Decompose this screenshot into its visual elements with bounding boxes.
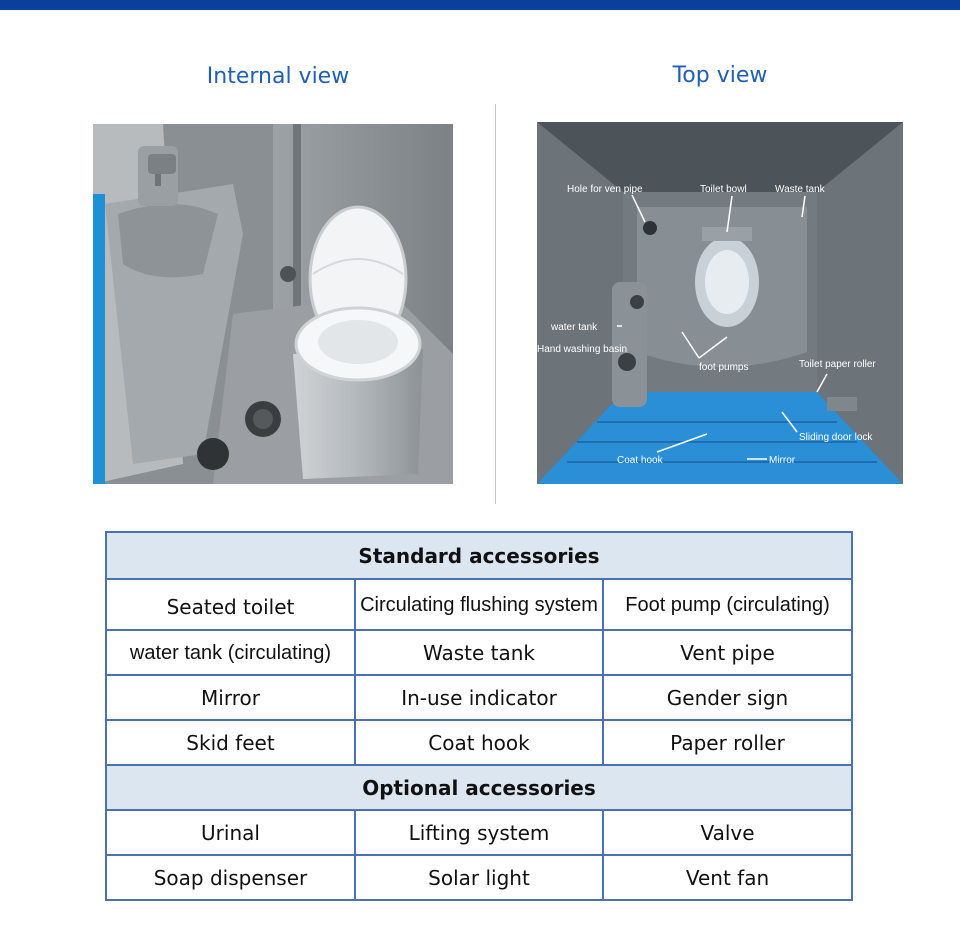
table-cell: Urinal bbox=[106, 810, 355, 855]
label-toilet-bowl: Toilet bowl bbox=[700, 184, 747, 195]
table-cell: Solar light bbox=[355, 855, 603, 900]
table-cell: Vent pipe bbox=[603, 630, 852, 675]
table-cell: Seated toilet bbox=[106, 579, 355, 630]
table-cell: Lifting system bbox=[355, 810, 603, 855]
label-coat-hook: Coat hook bbox=[617, 455, 663, 466]
label-paper-roller: Toilet paper roller bbox=[799, 359, 876, 370]
label-water-tank: water tank bbox=[551, 322, 598, 333]
table-cell: Circulating flushing system bbox=[355, 579, 603, 630]
standard-accessories-header bbox=[106, 532, 852, 579]
top-view-heading: Top view bbox=[672, 63, 768, 88]
label-hand-basin: Hand washing basin bbox=[537, 344, 628, 355]
table-row bbox=[106, 675, 852, 720]
internal-view-heading: Internal view bbox=[206, 64, 350, 89]
internal-view-photo bbox=[93, 124, 453, 484]
table-cell: water tank (circulating) bbox=[106, 630, 355, 675]
label-foot-pumps: foot pumps bbox=[699, 362, 749, 373]
table-cell: Mirror bbox=[106, 675, 355, 720]
table-cell: Waste tank bbox=[355, 630, 603, 675]
table-cell: In-use indicator bbox=[355, 675, 603, 720]
label-waste-tank: Waste tank bbox=[775, 184, 825, 195]
table-row bbox=[106, 630, 852, 675]
table-row bbox=[106, 579, 852, 630]
label-door-lock: Sliding door lock bbox=[799, 432, 873, 443]
table-cell: Soap dispenser bbox=[106, 855, 355, 900]
top-banner bbox=[0, 0, 960, 10]
table-row bbox=[106, 720, 852, 765]
table-cell: Vent fan bbox=[603, 855, 852, 900]
optional-accessories-header bbox=[106, 765, 852, 810]
top-view-photo bbox=[537, 122, 903, 484]
table-cell: Coat hook bbox=[355, 720, 603, 765]
optional-title: Optional accessories bbox=[106, 765, 852, 810]
table-cell: Valve bbox=[603, 810, 852, 855]
table-cell: Paper roller bbox=[603, 720, 852, 765]
accessories-table bbox=[105, 531, 853, 901]
vertical-divider bbox=[495, 104, 496, 504]
standard-title: Standard accessories bbox=[106, 532, 852, 579]
label-mirror: Mirror bbox=[769, 455, 796, 466]
table-row bbox=[106, 855, 852, 900]
table-cell: Foot pump (circulating) bbox=[603, 579, 852, 630]
label-vent-pipe: Hole for ven pipe bbox=[567, 184, 643, 195]
table-cell: Skid feet bbox=[106, 720, 355, 765]
table-cell: Gender sign bbox=[603, 675, 852, 720]
table-row bbox=[106, 810, 852, 855]
